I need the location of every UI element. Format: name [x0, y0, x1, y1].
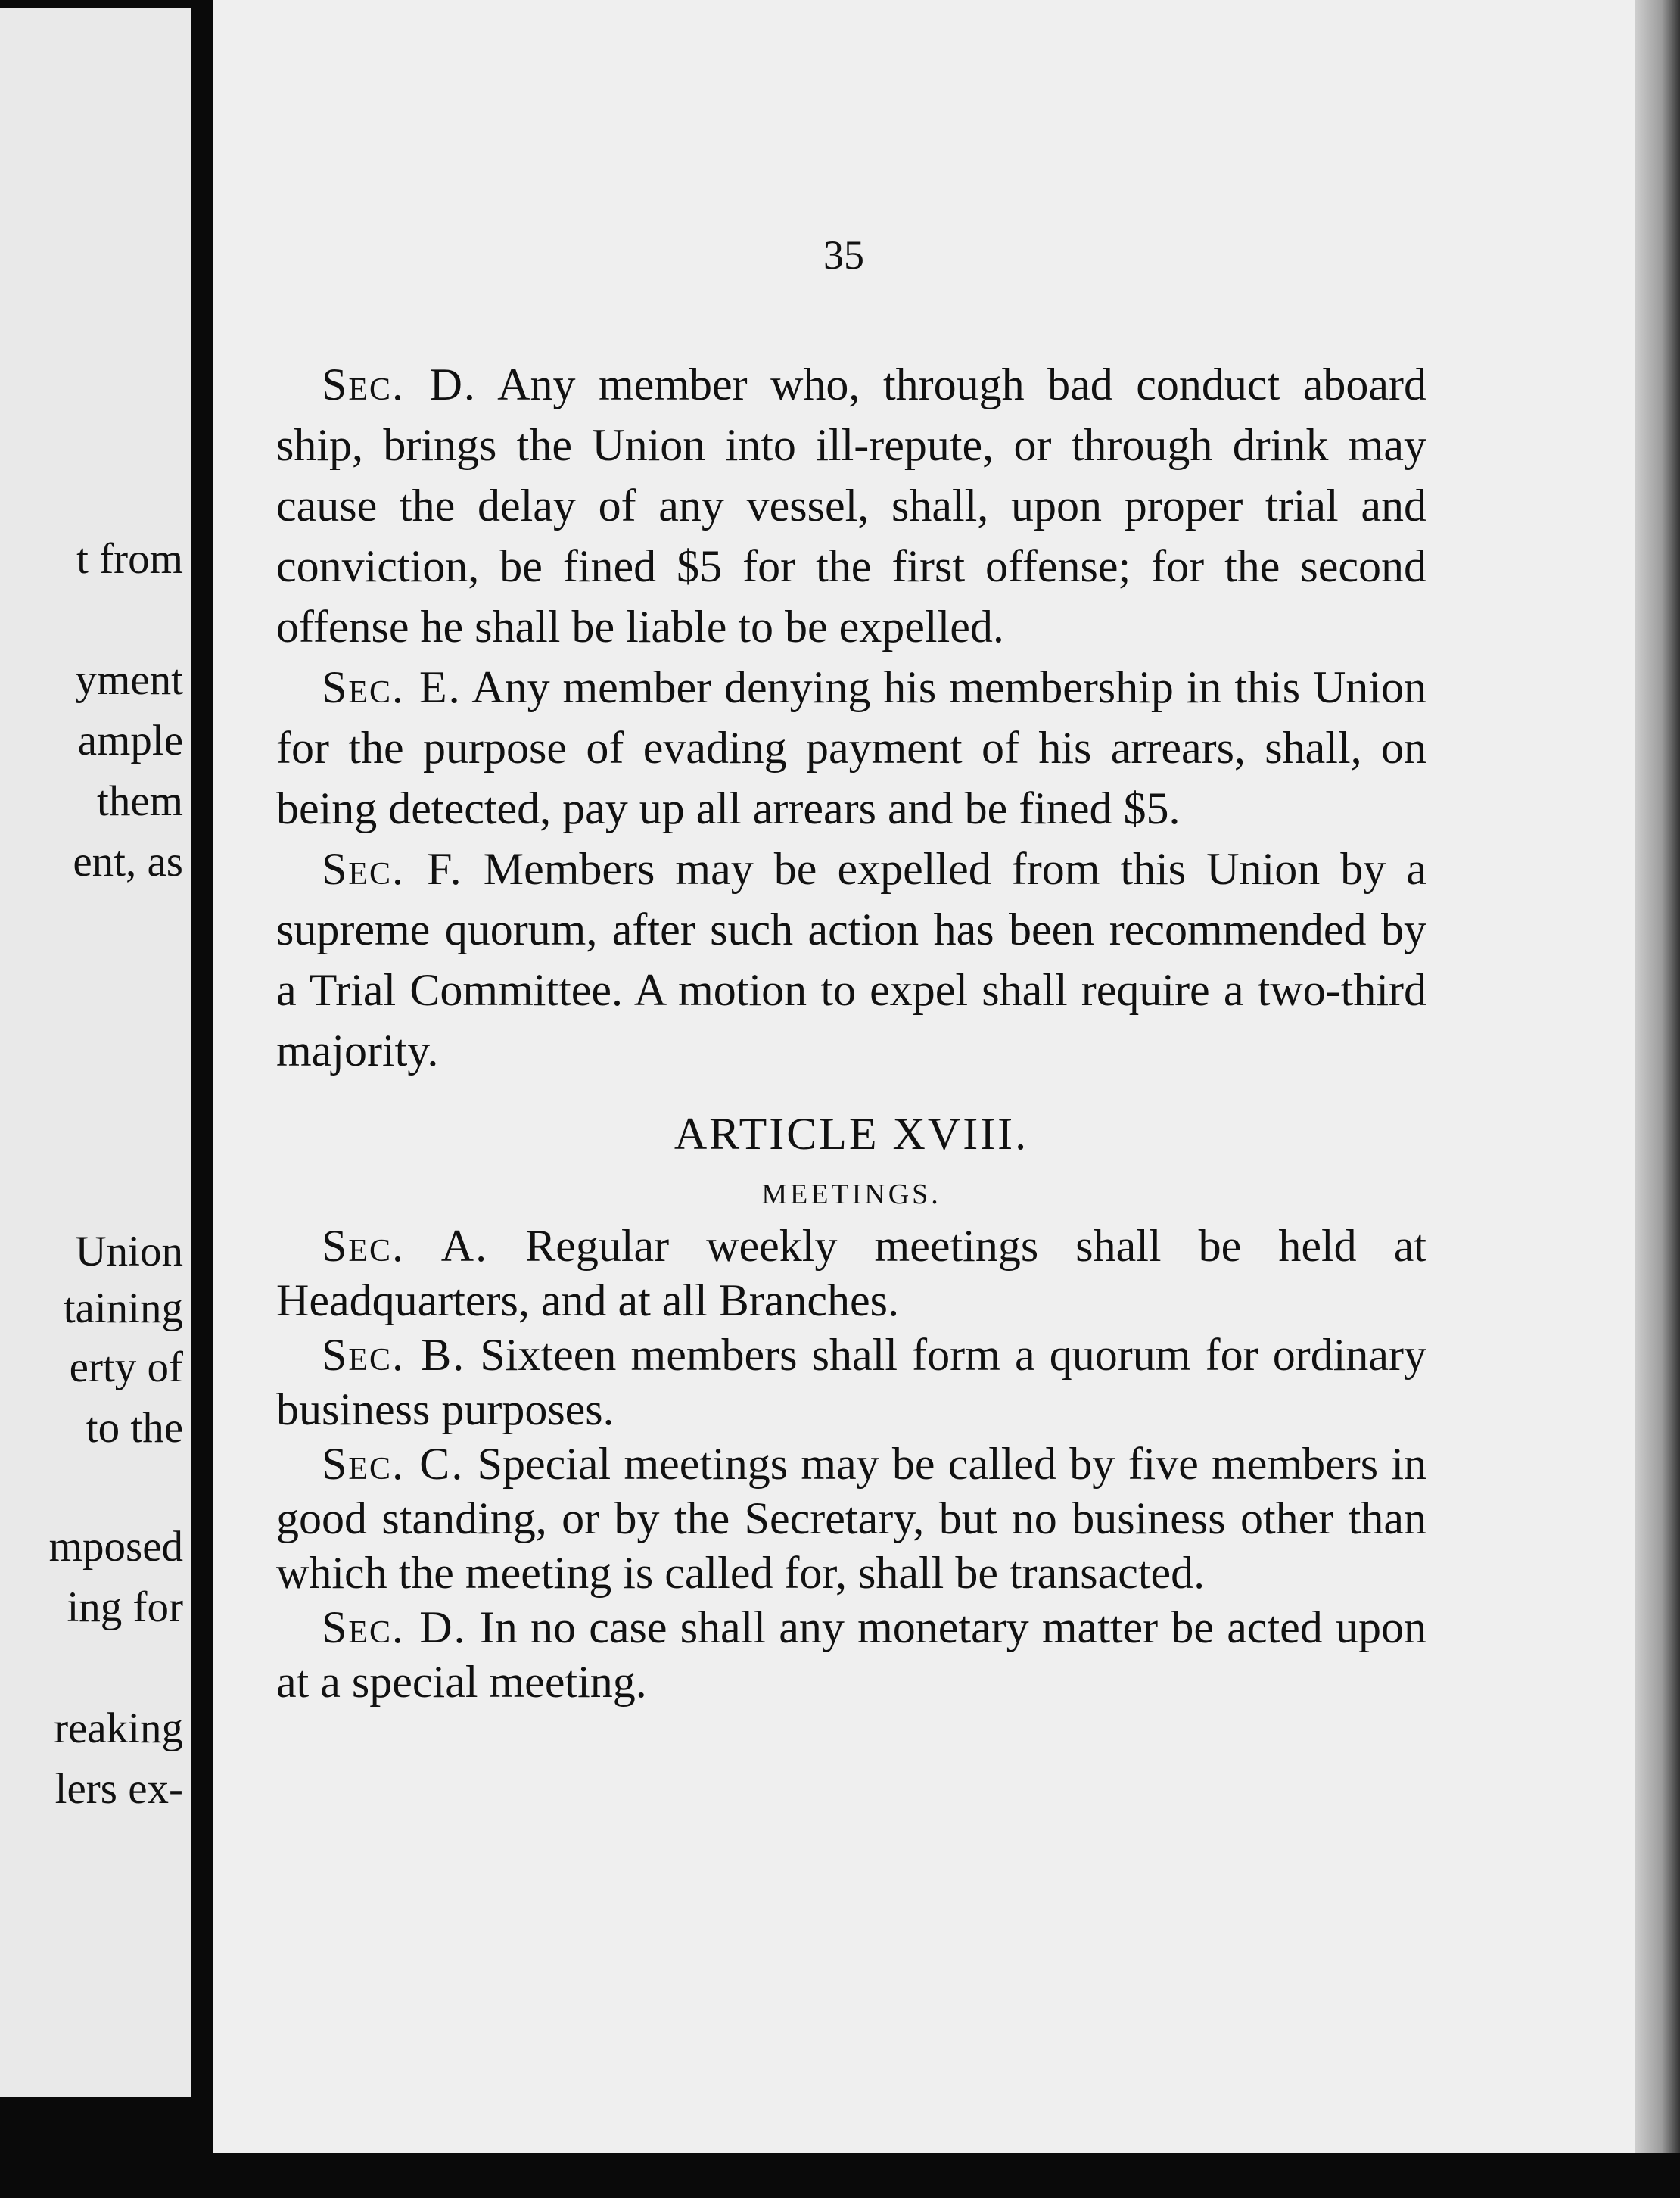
left-page-line: ent, as [73, 838, 183, 886]
article-heading: ARTICLE XVIII. [674, 1109, 1029, 1159]
section-label: Sec. E. [322, 662, 462, 712]
section-label: Sec. B. [322, 1330, 466, 1380]
left-page-line: ample [77, 717, 183, 764]
left-page-line: mposed [48, 1523, 183, 1571]
left-page-line: lers ex- [54, 1765, 183, 1813]
left-page-line: them [97, 777, 183, 825]
page-edge [1635, 0, 1680, 2198]
left-page-line: erty of [69, 1343, 183, 1391]
left-page-line: reaking [54, 1705, 183, 1752]
section-text: Regular weekly meetings shall be held at Headquarters, and at all Branches. [276, 1221, 1426, 1325]
book-gutter [191, 0, 213, 2198]
section-paragraph [276, 1600, 1426, 1709]
section-paragraph [276, 354, 1426, 657]
section-paragraph [276, 1328, 1426, 1437]
section-text: Special meetings may be called by five members in good standing, or by the Secretary, but no business other than which the meeting is called for, shall be transacted. [276, 1439, 1426, 1598]
bottom-border [213, 2153, 1680, 2198]
left-page [0, 8, 191, 2097]
page-number: 35 [823, 232, 864, 278]
section-label: Sec. D. [322, 1602, 467, 1652]
left-page-line: yment [75, 656, 183, 704]
page-body [276, 354, 1426, 1709]
article-subheading: MEETINGS. [761, 1178, 941, 1210]
left-page-line: t from [76, 535, 183, 583]
section-text: In no case shall any monetary matter be acted upon at a special meeting. [276, 1602, 1426, 1707]
left-page-line: taining [63, 1284, 183, 1332]
section-label: Sec. C. [322, 1439, 465, 1489]
section-text: Sixteen members shall form a quorum for ordinary business purposes. [276, 1330, 1426, 1434]
section-label: Sec. D. [322, 360, 477, 409]
section-text: Members may be expelled from this Union by a supreme quorum, after such action has been recommended by a Trial Committee. A motion to expel shall require a two-third majority. [276, 844, 1426, 1076]
left-page-line: ing for [67, 1583, 183, 1631]
section-text: Any member who, through bad conduct aboard ship, brings the Union into ill-repute, or through drink may cause the delay of any vessel, shall, upon proper trial and conviction, be fined $5 for the first offense; for the second offense he shall be liable to be expelled. [276, 360, 1426, 652]
section-paragraph [276, 839, 1426, 1081]
section-label: Sec. F. [322, 844, 463, 894]
left-page-line: to the [86, 1404, 183, 1452]
section-paragraph [276, 1437, 1426, 1600]
section-paragraph [276, 1219, 1426, 1328]
section-paragraph [276, 657, 1426, 839]
section-label: Sec. A. [322, 1221, 489, 1271]
left-page-line: Union [75, 1228, 183, 1275]
section-text: Any member denying his membership in this Union for the purpose of evading payment of his arrears, shall, on being detected, pay up all arrears and be fined $5. [276, 662, 1426, 833]
meetings-sections [276, 1219, 1426, 1709]
